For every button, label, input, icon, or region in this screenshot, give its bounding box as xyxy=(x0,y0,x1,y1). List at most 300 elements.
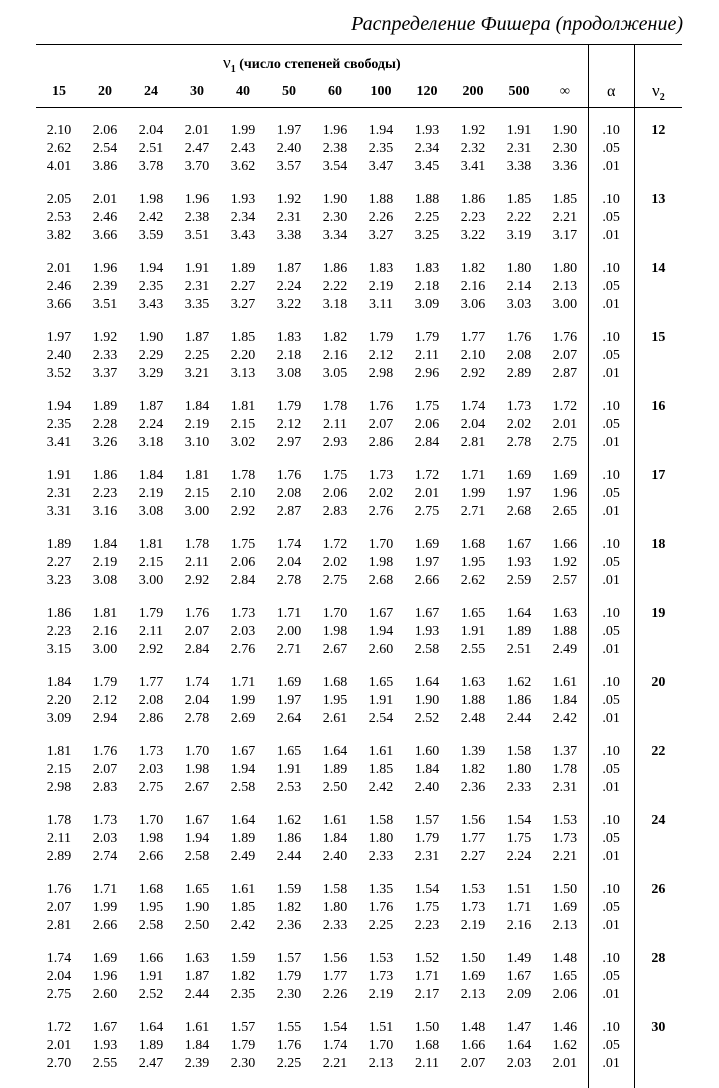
alpha-value: .05 xyxy=(589,830,634,848)
f-value: 1.94 xyxy=(128,260,174,278)
f-value: 2.20 xyxy=(220,347,266,365)
f-value: 2.16 xyxy=(312,347,358,365)
f-value: 3.54 xyxy=(312,158,358,176)
value-cell xyxy=(312,398,358,467)
f-value: 2.23 xyxy=(404,917,450,935)
alpha-value: .05 xyxy=(589,1037,634,1055)
f-value: 1.76 xyxy=(496,329,542,347)
f-value: 3.38 xyxy=(266,227,312,245)
column-header: 24 xyxy=(128,77,174,108)
value-cell xyxy=(220,605,266,674)
alpha-cell xyxy=(588,743,634,812)
value-cell xyxy=(220,467,266,536)
f-value: 1.81 xyxy=(128,536,174,554)
f-value: 1.61 xyxy=(312,812,358,830)
f-value: 1.64 xyxy=(312,743,358,761)
value-cell xyxy=(542,122,588,191)
f-value: 1.72 xyxy=(36,1019,82,1037)
value-cell xyxy=(266,260,312,329)
value-cell xyxy=(266,329,312,398)
column-header: 500 xyxy=(496,77,542,108)
value-cell xyxy=(128,743,174,812)
f-value: 1.91 xyxy=(358,692,404,710)
f-value: 3.59 xyxy=(128,227,174,245)
f-value: 2.33 xyxy=(312,917,358,935)
f-value: 2.49 xyxy=(220,848,266,866)
f-value: 1.78 xyxy=(312,398,358,416)
f-value: 1.76 xyxy=(174,605,220,623)
value-cell xyxy=(542,743,588,812)
f-value: 1.84 xyxy=(36,674,82,692)
f-value: 2.50 xyxy=(312,779,358,797)
alpha-value: .05 xyxy=(589,761,634,779)
f-value: 1.80 xyxy=(542,260,588,278)
f-value: 1.74 xyxy=(312,1037,358,1055)
f-value: 3.45 xyxy=(404,158,450,176)
nu2-value: 19 xyxy=(634,605,682,674)
f-value: 1.91 xyxy=(174,260,220,278)
f-value: 1.70 xyxy=(358,1037,404,1055)
f-value: 2.74 xyxy=(82,848,128,866)
f-value: 2.40 xyxy=(312,848,358,866)
table-body xyxy=(36,108,682,1088)
f-value: 1.79 xyxy=(82,674,128,692)
f-value: 1.65 xyxy=(542,968,588,986)
value-cell xyxy=(358,260,404,329)
value-cell xyxy=(82,122,128,191)
f-value: 1.88 xyxy=(542,623,588,641)
value-cell xyxy=(82,467,128,536)
value-cell xyxy=(220,1019,266,1088)
f-value: 3.70 xyxy=(174,158,220,176)
f-value: 1.79 xyxy=(220,1037,266,1055)
value-cell xyxy=(220,536,266,605)
value-cell xyxy=(542,191,588,260)
f-value: 4.01 xyxy=(36,158,82,176)
f-value: 1.86 xyxy=(266,830,312,848)
value-cell xyxy=(312,881,358,950)
f-value: 2.27 xyxy=(220,278,266,296)
f-value: 1.83 xyxy=(404,260,450,278)
f-value: 2.18 xyxy=(266,347,312,365)
alpha-value: .10 xyxy=(589,329,634,347)
f-value: 2.94 xyxy=(82,710,128,728)
f-value: 3.02 xyxy=(220,434,266,452)
f-value: 2.47 xyxy=(128,1055,174,1073)
value-cell xyxy=(404,191,450,260)
f-value: 1.74 xyxy=(174,674,220,692)
f-value: 2.62 xyxy=(36,140,82,158)
f-value: 1.66 xyxy=(128,950,174,968)
column-header: 200 xyxy=(450,77,496,108)
f-value: 3.00 xyxy=(128,572,174,590)
f-value: 2.10 xyxy=(220,485,266,503)
f-value: 2.96 xyxy=(404,365,450,383)
nu2-value: 12 xyxy=(634,122,682,191)
alpha-value: .01 xyxy=(589,572,634,590)
f-value: 1.60 xyxy=(404,743,450,761)
f-value: 1.84 xyxy=(312,830,358,848)
f-value: 1.82 xyxy=(266,899,312,917)
f-value: 2.58 xyxy=(128,917,174,935)
value-cell xyxy=(542,674,588,743)
f-value: 2.12 xyxy=(82,692,128,710)
f-value: 1.99 xyxy=(220,692,266,710)
f-value: 2.53 xyxy=(266,779,312,797)
value-cell xyxy=(542,536,588,605)
f-value: 2.19 xyxy=(128,485,174,503)
value-cell xyxy=(450,467,496,536)
f-value: 2.44 xyxy=(496,710,542,728)
f-value: 2.66 xyxy=(128,848,174,866)
f-value: 2.58 xyxy=(404,641,450,659)
f-value: 1.96 xyxy=(312,122,358,140)
f-value: 1.51 xyxy=(358,1019,404,1037)
f-value: 2.78 xyxy=(174,710,220,728)
f-value: 3.25 xyxy=(404,227,450,245)
value-cell xyxy=(128,329,174,398)
value-cell xyxy=(542,260,588,329)
f-value: 2.66 xyxy=(82,917,128,935)
f-value: 1.66 xyxy=(450,1037,496,1055)
f-value: 3.47 xyxy=(358,158,404,176)
f-value: 3.35 xyxy=(174,296,220,314)
f-value: 1.73 xyxy=(220,605,266,623)
fisher-table-container xyxy=(36,44,682,1088)
f-value: 2.07 xyxy=(358,416,404,434)
f-value: 1.67 xyxy=(174,812,220,830)
value-cell xyxy=(128,1019,174,1088)
f-value: 1.76 xyxy=(266,1037,312,1055)
value-cell xyxy=(358,191,404,260)
f-value: 2.81 xyxy=(450,434,496,452)
f-value: 3.08 xyxy=(82,572,128,590)
f-value: 3.22 xyxy=(266,296,312,314)
f-value: 3.17 xyxy=(542,227,588,245)
nu2-value: 22 xyxy=(634,743,682,812)
f-value: 2.30 xyxy=(542,140,588,158)
value-cell xyxy=(220,191,266,260)
alpha-value: .01 xyxy=(589,503,634,521)
alpha-cell xyxy=(588,881,634,950)
alpha-value: .05 xyxy=(589,485,634,503)
f-value: 1.93 xyxy=(404,122,450,140)
f-value: 3.82 xyxy=(36,227,82,245)
f-value: 2.09 xyxy=(496,986,542,1004)
f-value: 2.43 xyxy=(220,140,266,158)
f-value: 2.64 xyxy=(266,710,312,728)
value-cell xyxy=(450,398,496,467)
f-value: 3.51 xyxy=(174,227,220,245)
f-value: 2.67 xyxy=(174,779,220,797)
f-value: 3.05 xyxy=(312,365,358,383)
f-value: 1.63 xyxy=(542,605,588,623)
f-value: 1.87 xyxy=(128,398,174,416)
f-value: 2.24 xyxy=(496,848,542,866)
value-cell xyxy=(404,260,450,329)
f-value: 2.04 xyxy=(174,692,220,710)
nu1-caption: (число степеней свободы) xyxy=(239,57,400,72)
f-value: 1.58 xyxy=(312,881,358,899)
f-value: 2.31 xyxy=(36,485,82,503)
alpha-value: .05 xyxy=(589,209,634,227)
f-value: 2.40 xyxy=(404,779,450,797)
table-row xyxy=(36,605,682,674)
value-cell xyxy=(220,881,266,950)
f-value: 2.13 xyxy=(542,278,588,296)
f-value: 1.76 xyxy=(358,398,404,416)
f-value: 1.89 xyxy=(496,623,542,641)
f-value: 2.02 xyxy=(496,416,542,434)
value-cell xyxy=(450,191,496,260)
value-cell xyxy=(358,536,404,605)
alpha-value: .10 xyxy=(589,1019,634,1037)
f-value: 1.86 xyxy=(36,605,82,623)
f-value: 1.79 xyxy=(404,329,450,347)
f-value: 2.12 xyxy=(358,347,404,365)
table-row xyxy=(36,743,682,812)
value-cell xyxy=(404,605,450,674)
alpha-value: .10 xyxy=(589,260,634,278)
value-cell xyxy=(450,674,496,743)
f-value: 1.58 xyxy=(496,743,542,761)
f-value: 2.62 xyxy=(450,572,496,590)
f-value: 3.22 xyxy=(450,227,496,245)
f-value: 1.96 xyxy=(82,260,128,278)
value-cell xyxy=(358,1019,404,1088)
f-value: 1.62 xyxy=(266,812,312,830)
f-value: 2.25 xyxy=(404,209,450,227)
f-value: 2.15 xyxy=(174,485,220,503)
f-value: 1.76 xyxy=(266,467,312,485)
value-cell xyxy=(404,1019,450,1088)
f-value: 2.42 xyxy=(220,917,266,935)
f-value: 1.80 xyxy=(496,260,542,278)
f-value: 2.26 xyxy=(312,986,358,1004)
column-header: 30 xyxy=(174,77,220,108)
f-value: 1.91 xyxy=(496,122,542,140)
value-cell xyxy=(220,812,266,881)
value-cell xyxy=(82,191,128,260)
f-value: 1.70 xyxy=(358,536,404,554)
f-value: 1.77 xyxy=(450,329,496,347)
f-value: 2.03 xyxy=(82,830,128,848)
f-value: 3.09 xyxy=(36,710,82,728)
f-value: 1.94 xyxy=(358,623,404,641)
f-value: 2.01 xyxy=(542,416,588,434)
f-value: 3.62 xyxy=(220,158,266,176)
value-cell xyxy=(496,1019,542,1088)
f-value: 1.95 xyxy=(450,554,496,572)
f-value: 2.02 xyxy=(358,485,404,503)
table-row xyxy=(36,329,682,398)
f-value: 2.39 xyxy=(174,1055,220,1073)
f-value: 1.69 xyxy=(82,950,128,968)
f-value: 2.51 xyxy=(128,140,174,158)
alpha-cell xyxy=(588,674,634,743)
f-value: 2.08 xyxy=(496,347,542,365)
f-value: 2.06 xyxy=(312,485,358,503)
alpha-value: .01 xyxy=(589,227,634,245)
f-value: 1.69 xyxy=(450,968,496,986)
value-cell xyxy=(312,812,358,881)
f-value: 3.51 xyxy=(82,296,128,314)
column-header: 20 xyxy=(82,77,128,108)
value-cell xyxy=(496,122,542,191)
f-value: 1.78 xyxy=(174,536,220,554)
alpha-value: .10 xyxy=(589,398,634,416)
value-cell xyxy=(36,536,82,605)
f-value: 1.97 xyxy=(266,692,312,710)
f-value: 1.57 xyxy=(404,812,450,830)
f-value: 2.33 xyxy=(82,347,128,365)
value-cell xyxy=(82,1019,128,1088)
f-value: 1.67 xyxy=(82,1019,128,1037)
alpha-value: .05 xyxy=(589,899,634,917)
f-value: 2.05 xyxy=(36,191,82,209)
f-value: 1.63 xyxy=(174,950,220,968)
f-value: 2.54 xyxy=(82,140,128,158)
f-value: 2.89 xyxy=(496,365,542,383)
table-header xyxy=(36,45,682,108)
nu2-value: 28 xyxy=(634,950,682,1019)
f-value: 1.65 xyxy=(266,743,312,761)
value-cell xyxy=(496,467,542,536)
alpha-cell xyxy=(588,191,634,260)
f-value: 2.31 xyxy=(404,848,450,866)
f-value: 2.70 xyxy=(36,1055,82,1073)
f-value: 1.53 xyxy=(450,881,496,899)
f-value: 2.89 xyxy=(36,848,82,866)
f-value: 1.69 xyxy=(266,674,312,692)
f-value: 2.86 xyxy=(358,434,404,452)
f-value: 1.90 xyxy=(542,122,588,140)
f-value: 1.95 xyxy=(128,899,174,917)
f-value: 1.86 xyxy=(496,692,542,710)
f-value: 3.78 xyxy=(128,158,174,176)
value-cell xyxy=(174,191,220,260)
f-value: 2.67 xyxy=(312,641,358,659)
alpha-value: .01 xyxy=(589,158,634,176)
value-cell xyxy=(266,467,312,536)
f-value: 1.73 xyxy=(128,743,174,761)
fisher-table xyxy=(36,44,682,1088)
f-value: 2.16 xyxy=(450,278,496,296)
f-value: 1.39 xyxy=(450,743,496,761)
f-value: 2.30 xyxy=(220,1055,266,1073)
value-cell xyxy=(174,674,220,743)
f-value: 1.79 xyxy=(266,398,312,416)
f-value: 1.87 xyxy=(174,968,220,986)
f-value: 2.75 xyxy=(404,503,450,521)
f-value: 2.92 xyxy=(450,365,496,383)
nu2-value: 18 xyxy=(634,536,682,605)
f-value: 2.36 xyxy=(266,917,312,935)
column-header: 100 xyxy=(358,77,404,108)
f-value: 2.01 xyxy=(36,260,82,278)
f-value: 1.92 xyxy=(266,191,312,209)
value-cell xyxy=(174,605,220,674)
f-value: 3.00 xyxy=(174,503,220,521)
value-cell xyxy=(450,536,496,605)
value-cell xyxy=(496,260,542,329)
f-value: 3.43 xyxy=(128,296,174,314)
f-value: 1.72 xyxy=(404,467,450,485)
f-value: 1.91 xyxy=(128,968,174,986)
alpha-value: .05 xyxy=(589,140,634,158)
f-value: 1.89 xyxy=(312,761,358,779)
f-value: 1.84 xyxy=(174,398,220,416)
table-row xyxy=(36,191,682,260)
f-value: 1.98 xyxy=(174,761,220,779)
value-cell xyxy=(450,605,496,674)
f-value: 1.59 xyxy=(220,950,266,968)
f-value: 1.95 xyxy=(312,692,358,710)
f-value: 2.42 xyxy=(128,209,174,227)
f-value: 1.97 xyxy=(36,329,82,347)
alpha-cell xyxy=(588,122,634,191)
f-value: 1.67 xyxy=(404,605,450,623)
alpha-value: .05 xyxy=(589,623,634,641)
f-value: 2.13 xyxy=(542,917,588,935)
f-value: 2.26 xyxy=(358,209,404,227)
f-value: 1.80 xyxy=(358,830,404,848)
f-value: 1.73 xyxy=(358,467,404,485)
f-value: 2.87 xyxy=(542,365,588,383)
f-value: 1.97 xyxy=(404,554,450,572)
f-value: 1.99 xyxy=(82,899,128,917)
f-value: 2.68 xyxy=(496,503,542,521)
value-cell xyxy=(312,329,358,398)
f-value: 2.19 xyxy=(358,986,404,1004)
table-row xyxy=(36,398,682,467)
f-value: 3.36 xyxy=(542,158,588,176)
f-value: 2.35 xyxy=(128,278,174,296)
f-value: 2.57 xyxy=(542,572,588,590)
f-value: 2.16 xyxy=(82,623,128,641)
f-value: 1.55 xyxy=(266,1019,312,1037)
f-value: 2.07 xyxy=(174,623,220,641)
f-value: 2.06 xyxy=(82,122,128,140)
value-cell xyxy=(36,122,82,191)
f-value: 1.78 xyxy=(220,467,266,485)
alpha-cell xyxy=(588,536,634,605)
f-value: 1.53 xyxy=(542,812,588,830)
f-value: 2.21 xyxy=(542,209,588,227)
f-value: 2.78 xyxy=(496,434,542,452)
f-value: 1.81 xyxy=(82,605,128,623)
value-cell xyxy=(312,1019,358,1088)
f-value: 1.96 xyxy=(82,968,128,986)
f-value: 1.73 xyxy=(358,968,404,986)
f-value: 2.75 xyxy=(312,572,358,590)
f-value: 2.34 xyxy=(404,140,450,158)
value-cell xyxy=(404,743,450,812)
f-value: 2.46 xyxy=(36,278,82,296)
f-value: 1.64 xyxy=(404,674,450,692)
f-value: 2.14 xyxy=(496,278,542,296)
f-value: 1.50 xyxy=(450,950,496,968)
f-value: 2.55 xyxy=(82,1055,128,1073)
value-cell xyxy=(358,122,404,191)
value-cell xyxy=(174,329,220,398)
f-value: 1.83 xyxy=(266,329,312,347)
nu2-value: 20 xyxy=(634,674,682,743)
alpha-header: α xyxy=(588,77,634,108)
f-value: 2.54 xyxy=(358,710,404,728)
f-value: 1.93 xyxy=(496,554,542,572)
nu2-symbol: ν xyxy=(652,81,660,100)
